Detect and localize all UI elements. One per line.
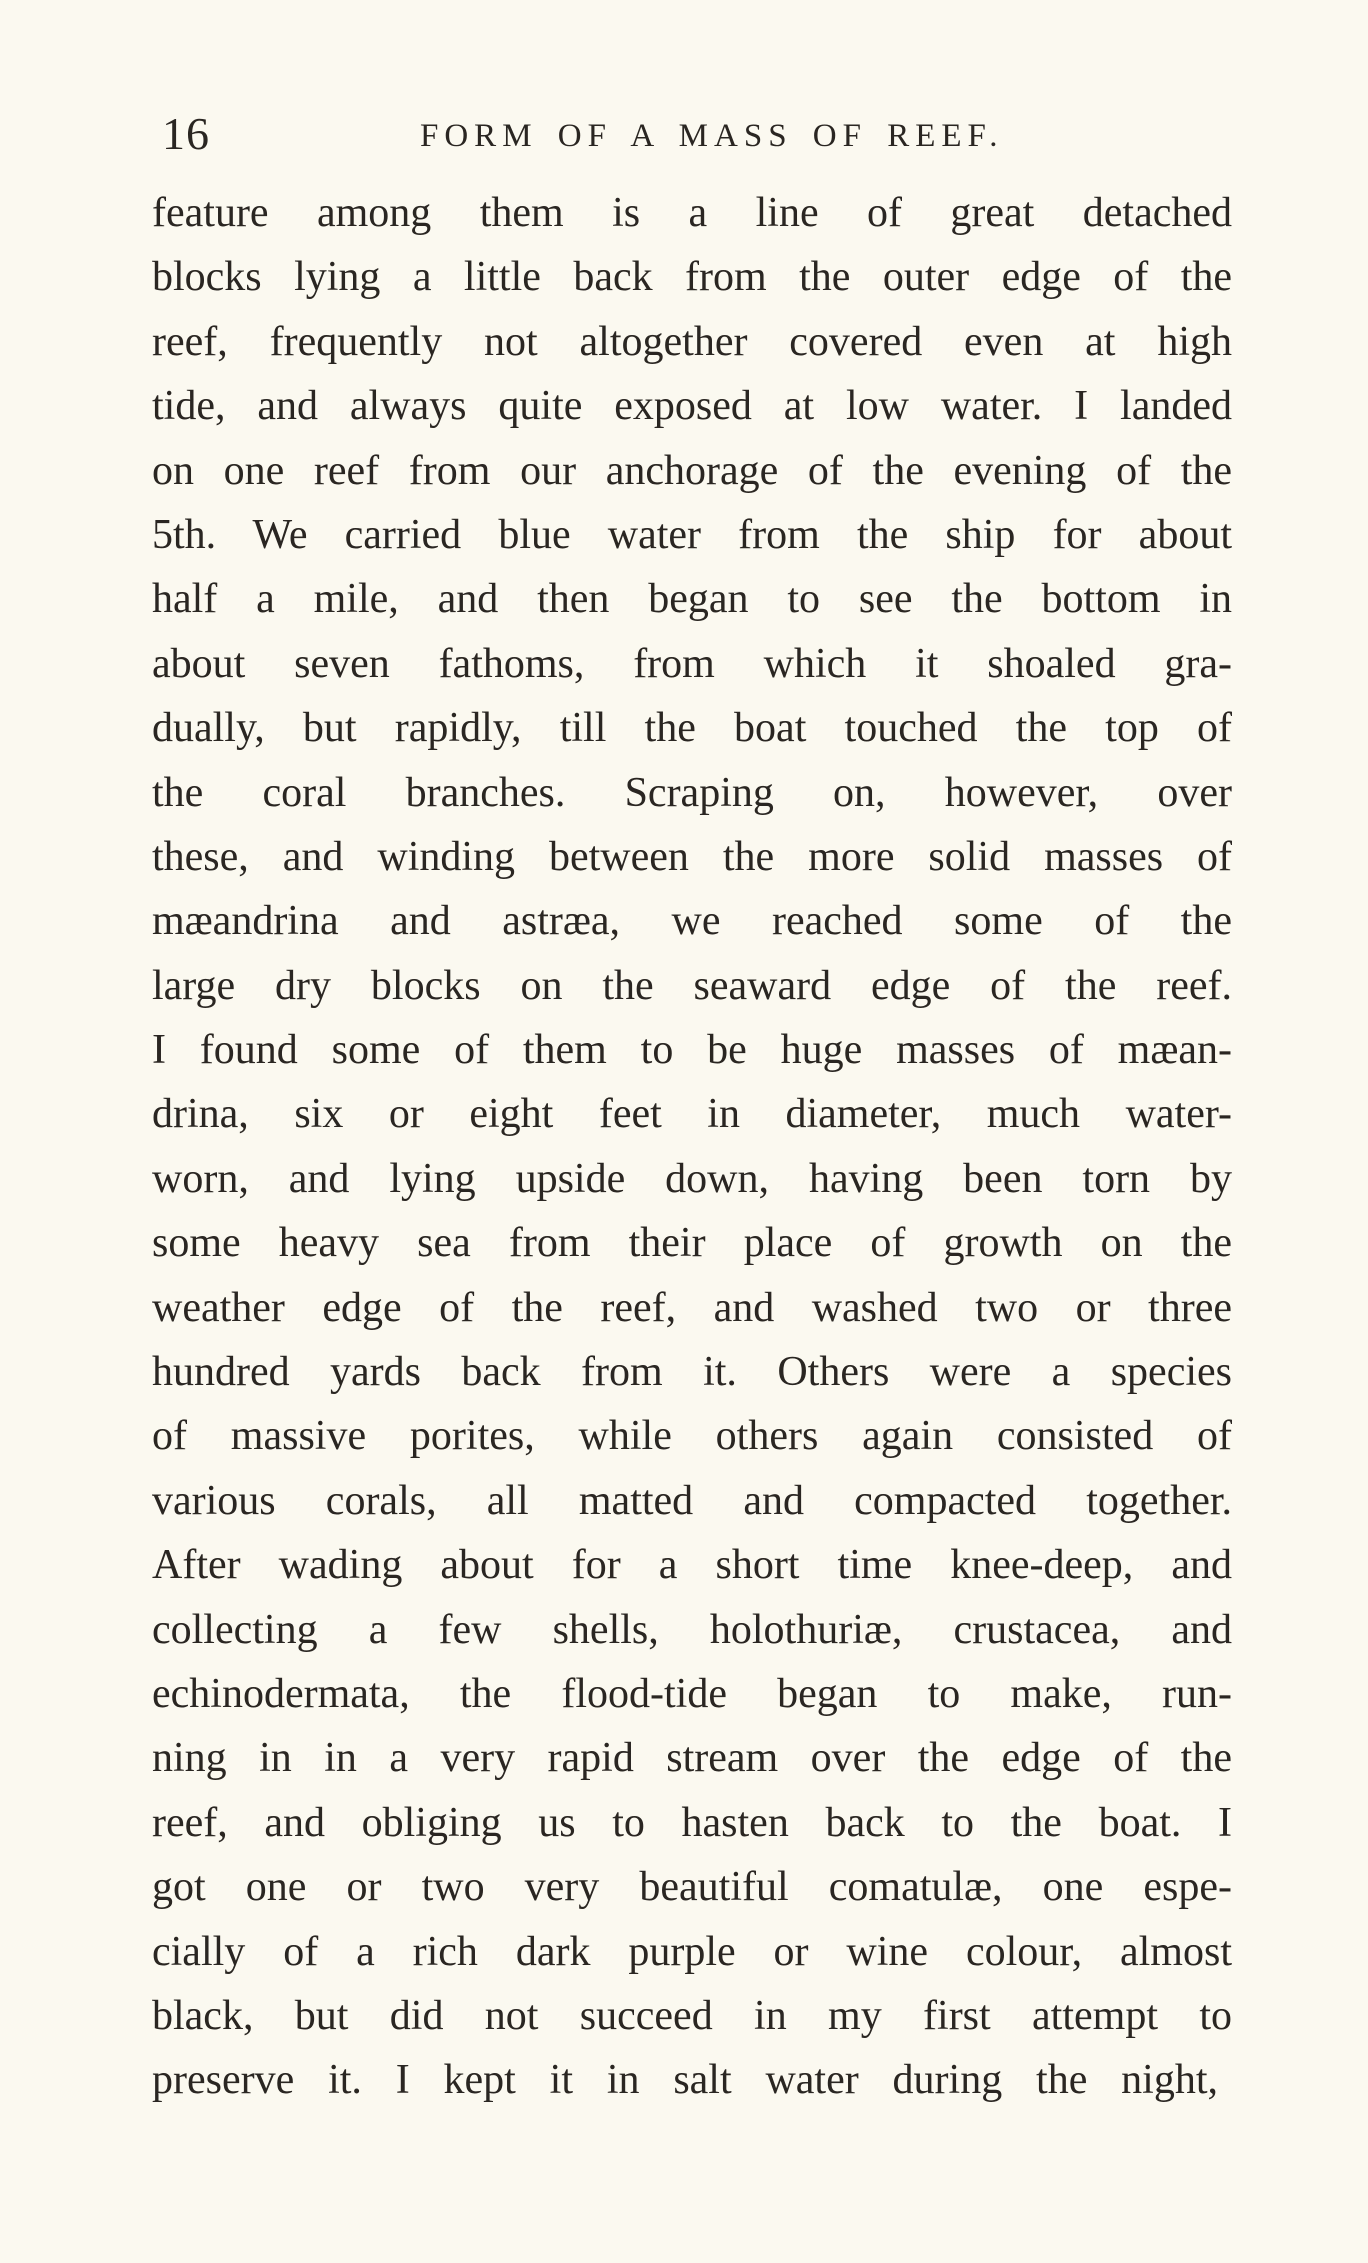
text-line: collecting a few shells, holothuriæ, crustacea, and [152, 1606, 1232, 1653]
text-line: blocks lying a little back from the outer edge of the [152, 254, 1232, 301]
body-text [152, 181, 1232, 2113]
running-head [162, 104, 1232, 164]
page-number: 16 [162, 108, 210, 159]
text-line: got one or two very beautiful comatulæ, one espe- [152, 1864, 1232, 1911]
text-line: weather edge of the reef, and washed two or three [152, 1284, 1232, 1331]
text-line: tide, and always quite exposed at low water. I landed [152, 383, 1232, 430]
text-line: hundred yards back from it. Others were a species [152, 1349, 1232, 1396]
text-line: these, and winding between the more solid masses of [152, 833, 1232, 880]
text-line: black, but did not succeed in my first attempt to [152, 1992, 1232, 2039]
text-line: echinodermata, the flood-tide began to make, run- [152, 1670, 1232, 1717]
text-line: cially of a rich dark purple or wine colour, almost [152, 1928, 1232, 1975]
text-line: large dry blocks on the seaward edge of the reef. [152, 962, 1232, 1009]
text-line: preserve it. I kept it in salt water during the night, [152, 2057, 1218, 2104]
text-line: I found some of them to be huge masses of mæan- [152, 1027, 1232, 1074]
text-line: dually, but rapidly, till the boat touched the top of [152, 705, 1232, 752]
text-line: on one reef from our anchorage of the evening of the [152, 447, 1232, 494]
text-line: ning in in a very rapid stream over the edge of the [152, 1735, 1232, 1782]
text-line: mæandrina and astræa, we reached some of the [152, 898, 1232, 945]
running-title: FORM OF A MASS OF REEF. [420, 118, 1004, 154]
text-line: reef, and obliging us to hasten back to the boat. I [152, 1799, 1232, 1846]
text-line: After wading about for a short time knee-deep, and [152, 1542, 1232, 1589]
text-line: 5th. We carried blue water from the ship for about [152, 511, 1232, 558]
text-line: feature among them is a line of great detached [152, 190, 1232, 236]
text-line: the coral branches. Scraping on, however, over [152, 769, 1232, 816]
text-line: worn, and lying upside down, having been torn by [152, 1155, 1232, 1202]
text-line: about seven fathoms, from which it shoaled gra- [152, 640, 1232, 687]
text-line: some heavy sea from their place of growth on the [152, 1220, 1232, 1267]
text-line: of massive porites, while others again consisted of [152, 1413, 1232, 1460]
text-line: drina, six or eight feet in diameter, much water- [152, 1091, 1232, 1138]
text-line: half a mile, and then began to see the bottom in [152, 576, 1232, 623]
text-line: reef, frequently not altogether covered even at high [152, 318, 1232, 365]
text-line: various corals, all matted and compacted together. [152, 1477, 1232, 1524]
